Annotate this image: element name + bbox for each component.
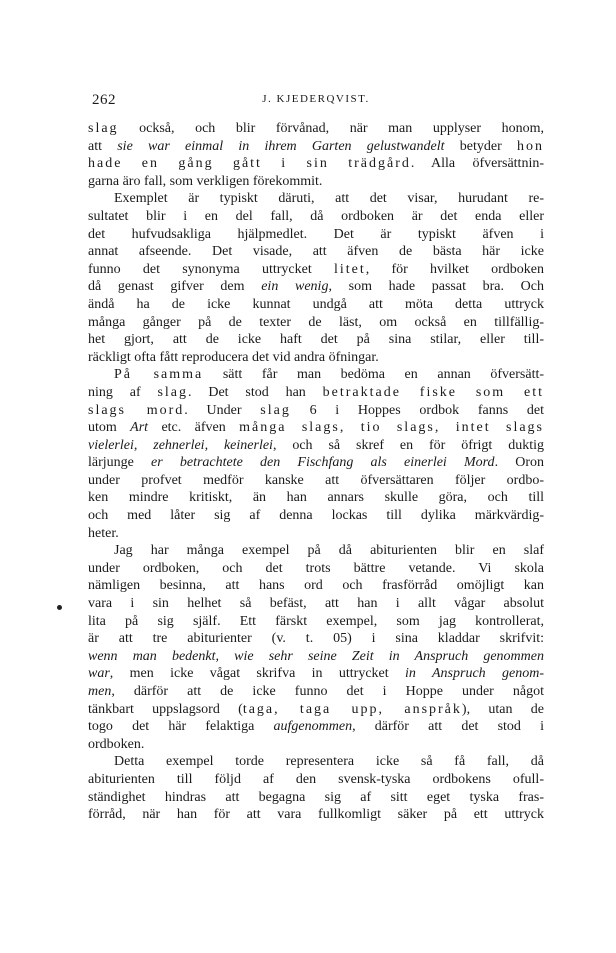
text-line: heter. [88,525,119,541]
page-number: 262 [92,92,116,108]
text-line: ändå ha de icke kunnat undgå att möta detta uttryck [88,296,544,312]
text-line: nämligen besinna, att hans ord och frasförråd omöjligt kan [88,578,544,594]
text-line: funno det synonyma uttrycket litet, för hvilket ordboken [88,261,544,277]
text-line: många gånger på de texter de läst, om också en tillfällig- [88,314,544,330]
text-line: På samma sätt får man bedöma en annan öfversätt- [114,367,545,383]
text-line: Detta exempel torde representera icke så få fall, då [114,754,544,770]
text-line: garna äro fall, som verkligen förekommit. [88,173,323,189]
text-line: ning af slag. Det stod han betraktade fiske som ett [88,384,545,400]
text-line: att sie war einmal in ihrem Garten gelustwandelt betyder hon [88,138,544,154]
text-line: och med låter sig af denna lockas till dylika märkvärdig- [88,508,544,524]
text-line: slags mord. Under slag 6 i Hoppes ordbok fanns det [88,402,544,418]
text-line: wenn man bedenkt, wie sehr seine Zeit in Anspruch genommen [88,648,544,664]
text-line: tänkbart uppslagsord (taga, taga upp, anspråk), utan de [88,701,544,717]
text-line: annat afseende. Det visade, att äfven de bästa här icke [88,244,544,260]
body-text [88,120,544,824]
text-line: det hufvudsakliga hjälpmedlet. Det är typiskt äfven i [88,226,544,242]
text-line: hade en gång gått i sin trädgård. Alla öfversättnin- [88,156,544,172]
text-line: förråd, när han för att vara fullkomligt säker på ett uttryck [88,807,544,823]
text-line: men, därför att de icke funno det i Hoppe under något [88,684,544,699]
text-line: lita på sig själf. Ett färskt exempel, som jag kontrollerat, [88,613,544,629]
text-line: vara i sin helhet så befäst, att han i allt vågar absolut [88,596,544,612]
text-line: Exemplet är typiskt däruti, att det visar, hurudant re- [114,191,544,207]
text-line: ken mindre kritiskt, än han annars skulle göra, och till [88,490,544,506]
text-line: utom Art etc. äfven många slags, tio slags, intet slags [88,420,545,436]
text-line: då genast gifver dem ein wenig, som hade passat bra. Och [88,279,545,295]
margin-mark [57,605,62,610]
text-line: Jag har många exempel på då abiturienten blir en slaf [114,543,544,559]
text-line: vielerlei, zehnerlei, keinerlei, och så skref en för öfrigt duktig [88,437,544,453]
text-line: ordboken. [88,736,145,752]
page-header [92,92,540,112]
text-line: slag också, och blir förvånad, när man upplyser honom, [88,121,544,136]
text-line: är att tre abiturienter (v. t. 05) i sina kladdar skrifvit: [88,631,544,647]
text-line: under profvet medför kanske att öfversättaren följer ordbo- [88,472,544,488]
running-head: J. KJEDERQVIST. [262,93,370,105]
text-line: lärjunge er betrachtete den Fischfang als einerlei Mord. Oron [88,455,544,471]
text-line: het gjort, att de icke haft det på sina stilar, eller till- [88,332,544,348]
text-line: räckligt ofta fått reproducera det vid andra öfningar. [88,349,379,365]
text-line: ständighet hindras att begagna sig af sitt eget tyska fras- [88,789,544,805]
text-line: sultatet blir i en del fall, då ordboken är det enda eller [88,208,544,224]
text-line: abiturienten till följd af den svensk-tyska ordbokens ofull- [88,771,544,787]
text-line: under ordboken, och det trots bättre vetande. Vi skola [88,560,544,576]
text-line: war, men icke vågat skrifva in uttrycket in Anspruch genom- [88,666,544,682]
text-line: togo det här felaktiga aufgenommen, därför att det stod i [88,719,544,735]
